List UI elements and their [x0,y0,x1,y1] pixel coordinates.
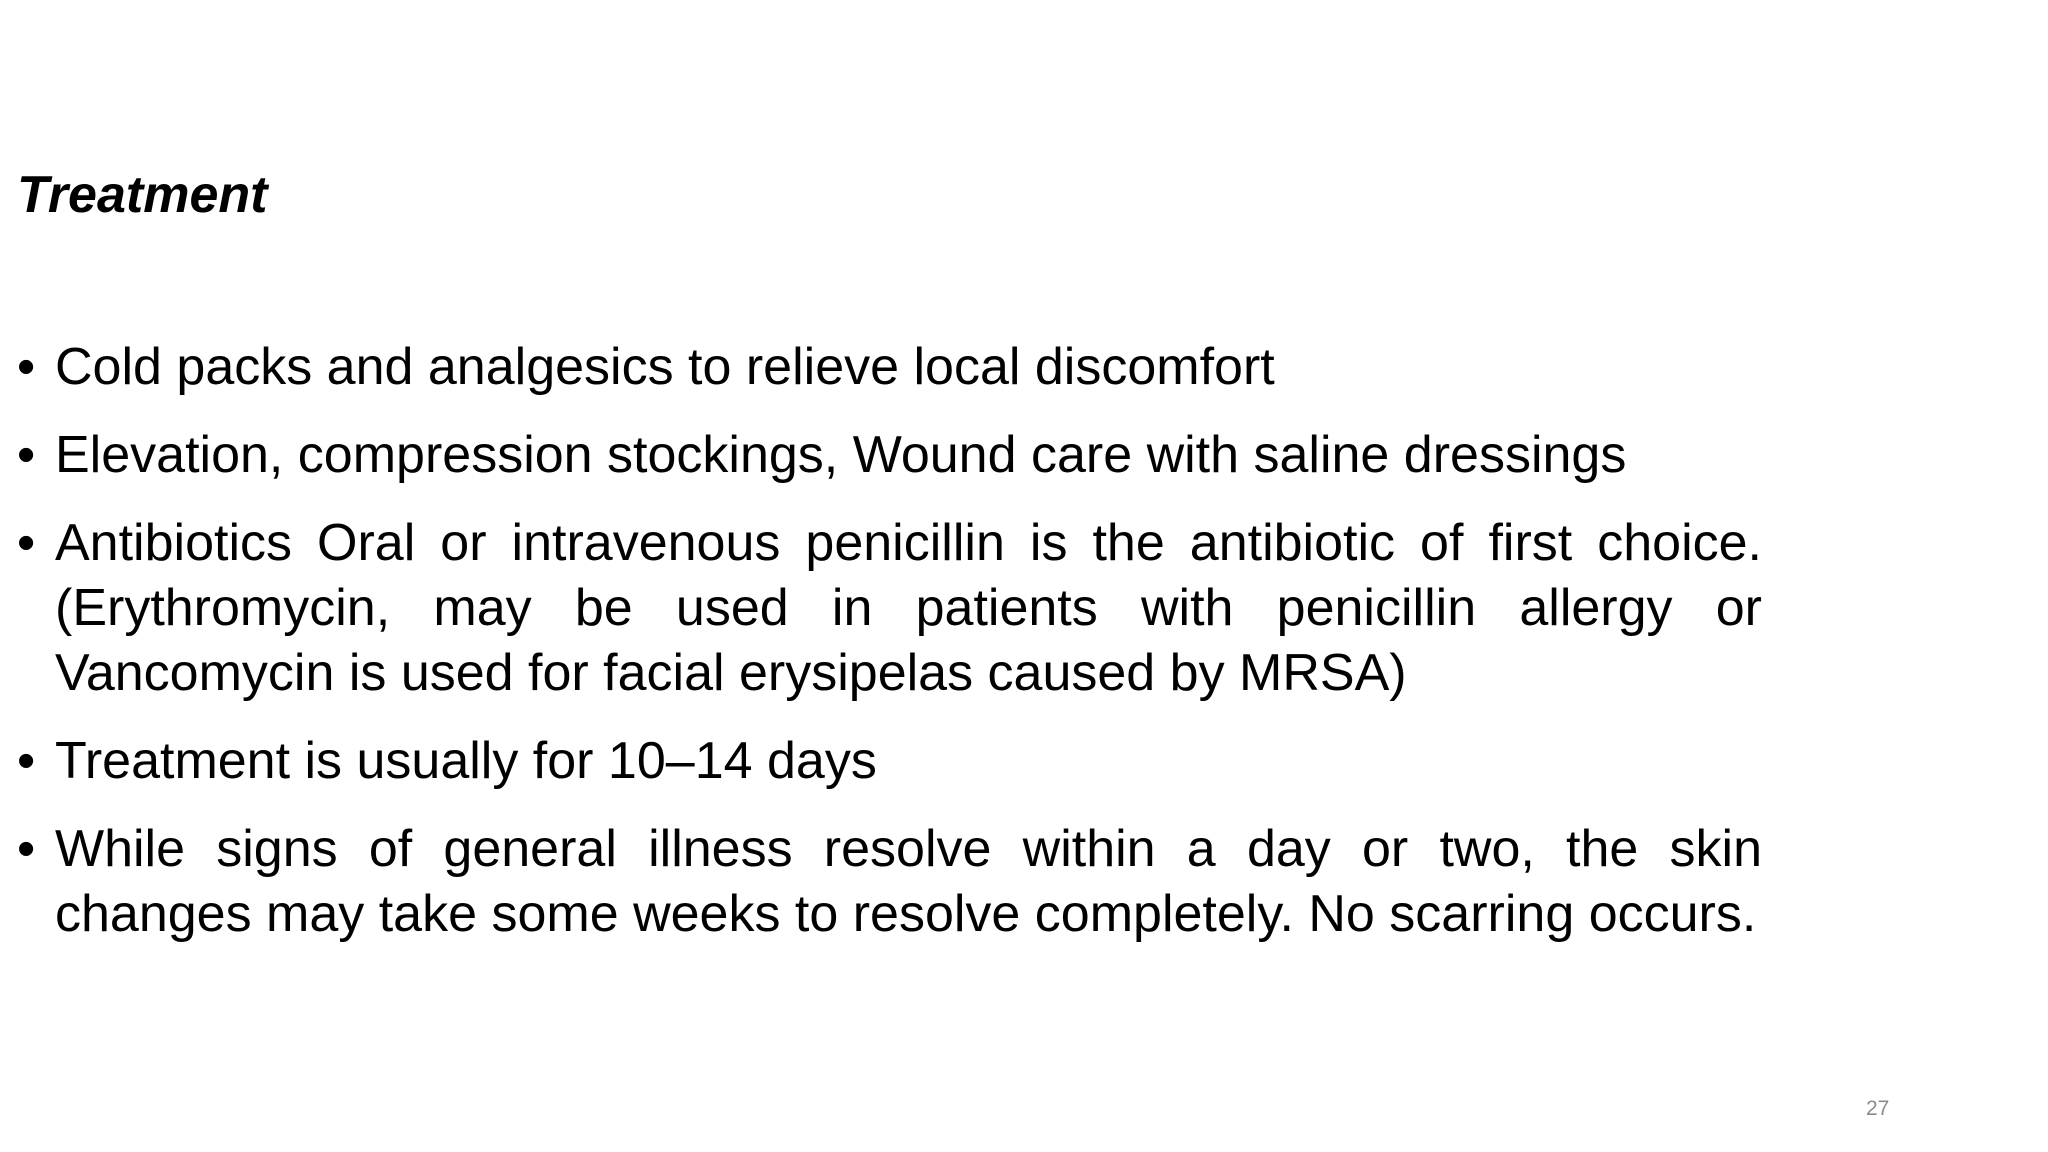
bullet-text: Treatment is usually for 10–14 days [55,732,877,790]
bullet-icon: • [17,732,36,790]
bullet-item-cold-packs [17,335,1762,400]
bullet-item-resolution [17,817,1762,947]
bullet-item-elevation [17,423,1762,488]
bullet-text: Cold packs and analgesics to relieve local discomfort [55,338,1275,396]
bullet-text: While signs of general illness resolve within a day or two, the skin changes may take some weeks to resolve completely. No scarring occurs. [55,820,1762,943]
bullet-item-duration [17,729,1762,794]
bullet-text: Elevation, compression stockings, Wound care with saline dressings [55,426,1627,484]
bullet-list [17,335,1762,970]
slide-heading: Treatment [17,166,268,224]
bullet-text: Antibiotics Oral or intravenous penicillin is the antibiotic of first choice. (Erythromycin, may be used in patients with penicillin allergy or Vancomycin is used for facial erysipelas caused by MRSA) [55,514,1762,702]
bullet-icon: • [17,514,36,572]
page-number: 27 [1866,1097,1890,1120]
bullet-icon: • [17,820,36,878]
bullet-icon: • [17,426,36,484]
bullet-icon: • [17,338,36,396]
bullet-item-antibiotics [17,511,1762,706]
